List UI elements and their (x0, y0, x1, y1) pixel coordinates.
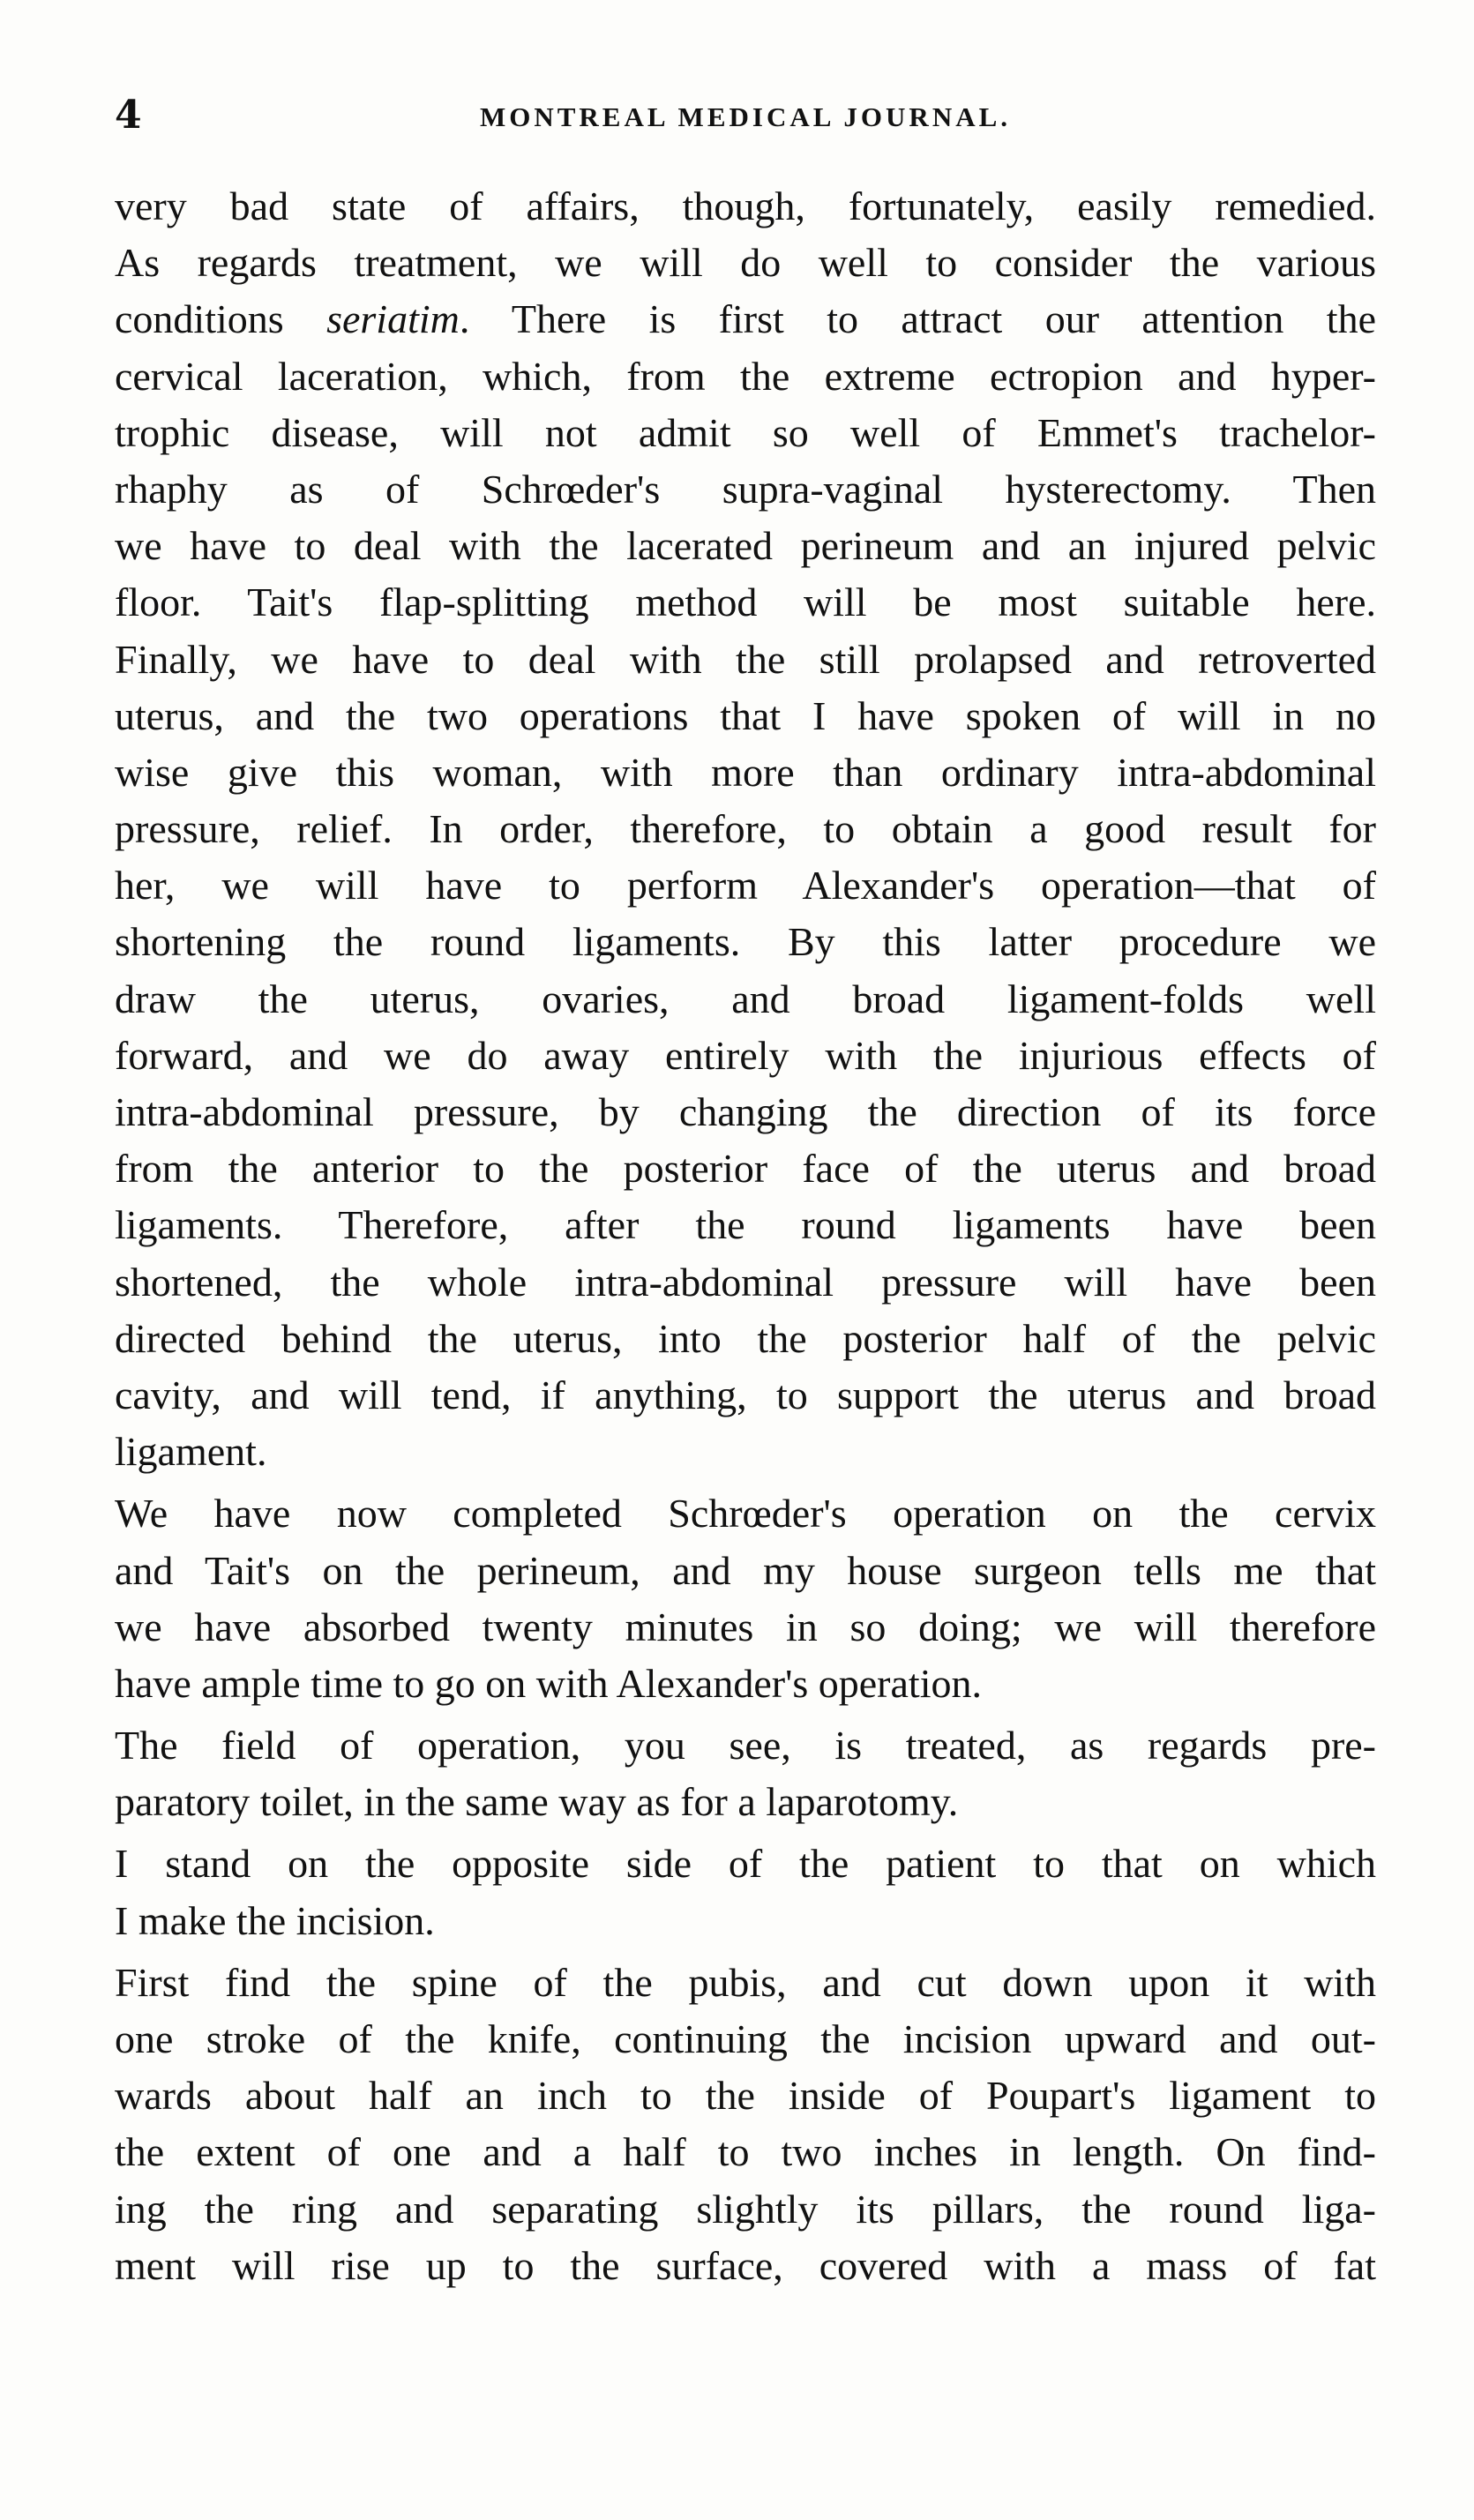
body-text (115, 178, 1376, 2294)
text-line: We have now completed Schrœder's operation on the cervix (115, 1491, 1376, 1537)
running-head: MONTREAL MEDICAL JOURNAL. (479, 101, 1012, 132)
text-line: the extent of one and a half to two inches in length. On find- (115, 2129, 1376, 2175)
text-line: rhaphy as of Schrœder's supra-vaginal hysterectomy. Then (115, 466, 1376, 512)
page-header (115, 93, 1376, 146)
page-number: 4 (115, 93, 142, 138)
paragraph (115, 178, 1376, 1480)
text-line: As regards treatment, we will do well to consider the various (115, 240, 1376, 286)
text-line: wise give this woman, with more than ordinary intra-abdominal (115, 749, 1376, 795)
text-line: we have absorbed twenty minutes in so doing; we will therefore (115, 1604, 1376, 1649)
text-line: ment will rise up to the surface, covered with a mass of fat (115, 2242, 1376, 2288)
text-line: wards about half an inch to the inside of Poupart's ligament to (115, 2073, 1376, 2119)
text-line: uterus, and the two operations that I have spoken of will in no (115, 692, 1376, 738)
text-line: draw the uterus, ovaries, and broad ligament-folds well (115, 976, 1376, 1021)
text-line: trophic disease, will not admit so well of Emmet's trachelor- (115, 409, 1376, 455)
text-line: directed behind the uterus, into the posterior half of the pelvic (115, 1315, 1376, 1361)
text-line: ligaments. Therefore, after the round ligaments have been (115, 1202, 1376, 1248)
text-line: I make the incision. (115, 1897, 435, 1943)
text-line: have ample time to go on with Alexander's operation. (115, 1660, 982, 1706)
text-line: her, we will have to perform Alexander's operation—that of (115, 863, 1376, 909)
text-line: conditions seriatim. There is first to attract our attention the (115, 296, 1376, 342)
italic-term: seriatim (326, 296, 460, 342)
text-line: very bad state of affairs, though, fortunately, easily remedied. (115, 183, 1376, 228)
text-line: ligament. (115, 1429, 267, 1475)
text-line: from the anterior to the posterior face of the uterus and broad (115, 1146, 1376, 1192)
text-line: we have to deal with the lacerated perineum and an injured pelvic (115, 523, 1376, 569)
text-line: cavity, and will tend, if anything, to support the uterus and broad (115, 1372, 1376, 1417)
text-line: The field of operation, you see, is treated, as regards pre- (115, 1723, 1376, 1768)
text-line: one stroke of the knife, continuing the incision upward and out- (115, 2016, 1376, 2061)
text-line: First find the spine of the pubis, and cut down upon it with (115, 1959, 1376, 2005)
paragraph (115, 1836, 1376, 1948)
text-line: paratory toilet, in the same way as for a laparotomy. (115, 1779, 959, 1825)
text-line: ing the ring and separating slightly its pillars, the round liga- (115, 2186, 1376, 2232)
text-line: shortened, the whole intra-abdominal pressure will have been (115, 1259, 1376, 1305)
paragraph (115, 1717, 1376, 1830)
paragraph (115, 1485, 1376, 1712)
text-line: floor. Tait's flap-splitting method will be most suitable here. (115, 580, 1376, 625)
text-line: forward, and we do away entirely with the injurious effects of (115, 1032, 1376, 1078)
text-line: shortening the round ligaments. By this latter procedure we (115, 919, 1376, 965)
text-line: intra-abdominal pressure, by changing the direction of its force (115, 1089, 1376, 1134)
text-line: Finally, we have to deal with the still prolapsed and retroverted (115, 636, 1376, 682)
text-line: pressure, relief. In order, therefore, to obtain a good result for (115, 806, 1376, 852)
paragraph (115, 1955, 1376, 2294)
text-line: I stand on the opposite side of the patient to that on which (115, 1841, 1376, 1887)
text-line: cervical laceration, which, from the extreme ectropion and hyper- (115, 353, 1376, 399)
text-line: and Tait's on the perineum, and my house surgeon tells me that (115, 1547, 1376, 1593)
